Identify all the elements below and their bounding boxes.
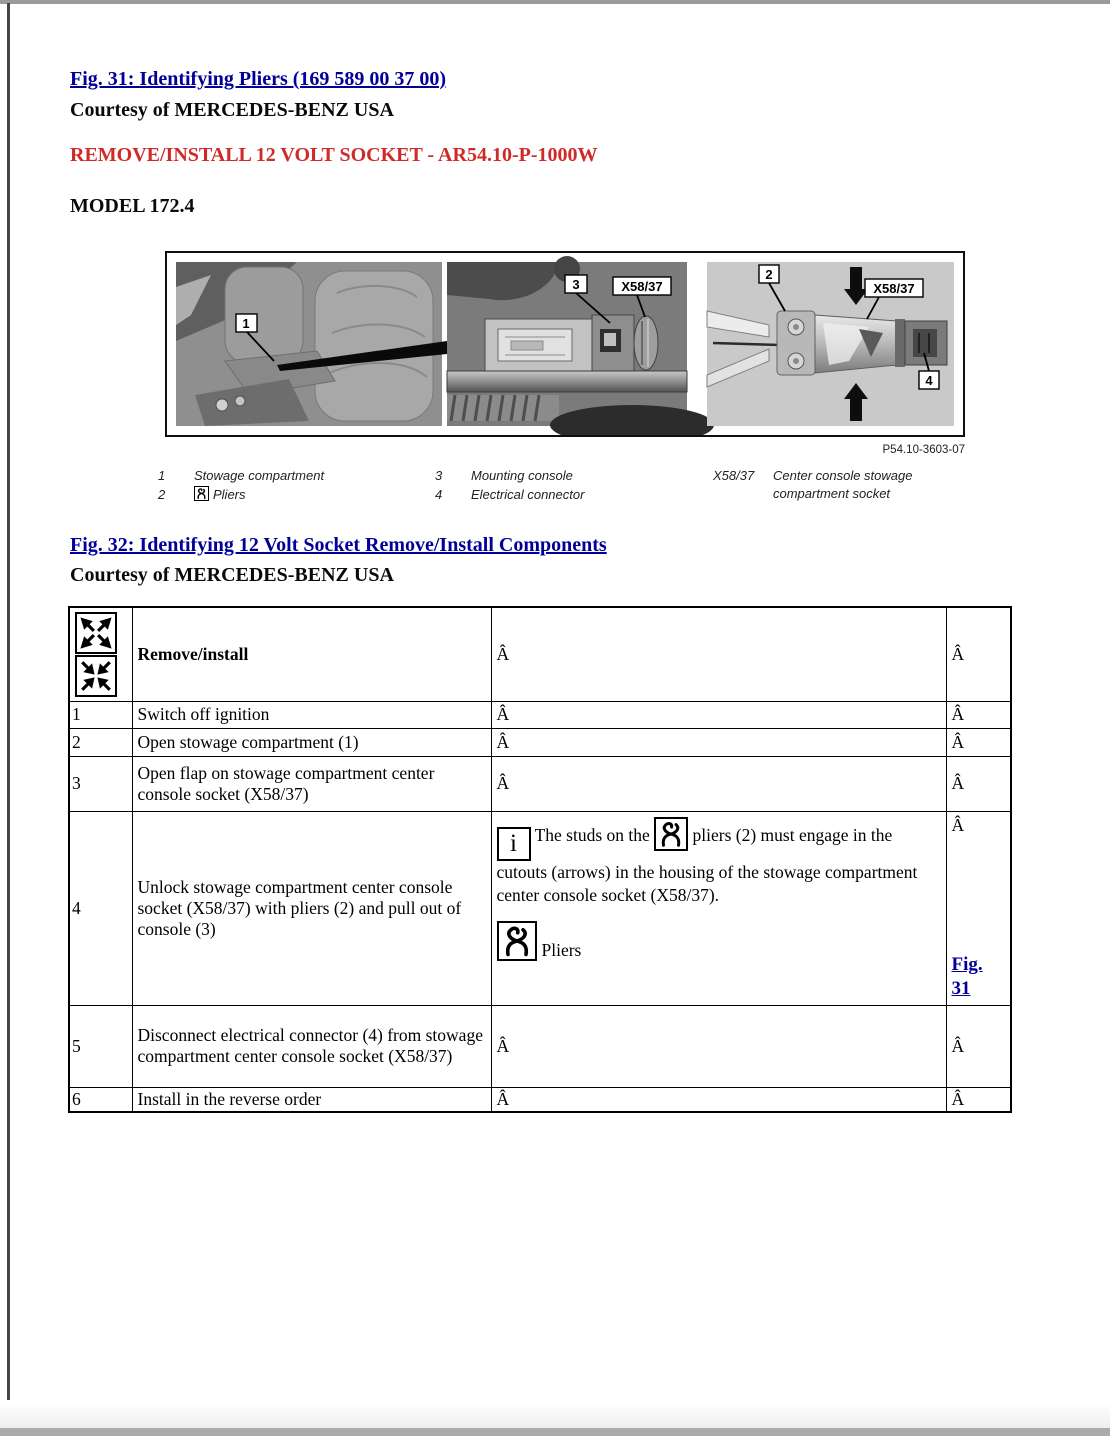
figure-part-code: P54.10-3603-07	[882, 444, 965, 456]
pliers-icon	[654, 817, 688, 851]
note-text-segment: pliers (2) must engage in the cutouts (arrows) in the housing of the stowage compartment center console socket (X58/37).	[496, 824, 918, 905]
figure-image	[165, 251, 965, 437]
step-ref: Â	[946, 756, 1011, 811]
procedure-title: REMOVE/INSTALL 12 VOLT SOCKET - AR54.10-P-1000W	[70, 144, 598, 166]
legend-text-line2: compartment socket	[773, 486, 891, 501]
page-left-edge	[7, 3, 10, 1400]
table-row	[69, 1087, 1011, 1112]
page-bottom-fade	[0, 1404, 1110, 1428]
legend-key: X58/37	[713, 468, 755, 483]
step-text: Open flap on stowage compartment center console socket (X58/37)	[132, 756, 491, 811]
figure-label-4: 4	[925, 373, 933, 388]
legend-key: 4	[435, 487, 443, 502]
legend-item-1	[158, 467, 418, 485]
legend-key: 1	[158, 468, 166, 483]
figure-label-1: 1	[242, 316, 250, 331]
photo-mounting-console	[447, 256, 714, 435]
step-ref	[946, 811, 1011, 1005]
courtesy-line-1: Courtesy of MERCEDES-BENZ USA	[70, 99, 394, 121]
step-text: Disconnect electrical connector (4) from stowage compartment center console socket (X58/37)	[132, 1005, 491, 1087]
arrows-out-icon	[75, 612, 117, 654]
photo-pliers-socket	[707, 262, 954, 426]
step-number: 3	[69, 756, 132, 811]
step-note: Â	[491, 701, 946, 728]
figure-label-x58-mid: X58/37	[621, 279, 663, 294]
page-bottom-edge	[0, 1428, 1110, 1436]
step-note: Â	[491, 728, 946, 756]
table-row	[69, 756, 1011, 811]
legend-key: 2	[158, 487, 166, 502]
table-header-row	[69, 607, 1011, 701]
model-line: MODEL 172.4	[70, 195, 195, 217]
step-note: Â	[491, 1005, 946, 1087]
legend-item-2	[158, 486, 418, 504]
note-text-segment: The studs on the	[534, 824, 650, 845]
step-ref: Â	[946, 1005, 1011, 1087]
step-ref: Â	[946, 1087, 1011, 1112]
legend-text: Pliers	[213, 487, 246, 502]
legend-text-line1: Center console stowage	[773, 468, 913, 483]
step-number: 6	[69, 1087, 132, 1112]
step-text: Install in the reverse order	[132, 1087, 491, 1112]
step-text: Unlock stowage compartment center console socket (X58/37) with pliers (2) and pull out of console (3)	[132, 811, 491, 1005]
table-row	[69, 701, 1011, 728]
page-top-edge	[0, 0, 1110, 4]
arrows-in-icon	[75, 655, 117, 697]
step-note: Â	[491, 1087, 946, 1112]
figure-photos	[167, 253, 963, 435]
step-text: Switch off ignition	[132, 701, 491, 728]
step-ref: Â	[946, 701, 1011, 728]
table-title-cell: Remove/install	[132, 607, 491, 701]
info-icon: i	[497, 827, 531, 861]
pliers-icon	[497, 921, 537, 961]
header-note-cell: Â	[491, 607, 946, 701]
table-row	[69, 1005, 1011, 1087]
legend-key: 3	[435, 468, 443, 483]
tool-label: Pliers	[541, 939, 582, 960]
procedure-table	[68, 606, 1012, 1113]
header-ref-cell: Â	[946, 607, 1011, 701]
figure-label-x58-right: X58/37	[873, 281, 915, 296]
step-number: 1	[69, 701, 132, 728]
step-number: 2	[69, 728, 132, 756]
direction-icons-cell	[69, 607, 132, 701]
step-note	[491, 811, 946, 1005]
fig31-caption-link[interactable]: Fig. 31: Identifying Pliers (169 589 00 37 00)	[70, 68, 447, 90]
table-row	[69, 811, 1011, 1005]
fig31-ref-link[interactable]: Fig. 31	[951, 954, 983, 999]
legend-item-4	[435, 486, 675, 504]
courtesy-line-2: Courtesy of MERCEDES-BENZ USA	[70, 564, 394, 586]
ref-placeholder: Â	[951, 814, 965, 835]
step-number: 5	[69, 1005, 132, 1087]
pliers-icon	[194, 486, 209, 501]
figure-label-2: 2	[765, 267, 773, 282]
legend-item-x58	[713, 467, 1013, 503]
figure-label-3: 3	[572, 277, 580, 292]
step-text: Open stowage compartment (1)	[132, 728, 491, 756]
table-row	[69, 728, 1011, 756]
fig32-caption-link[interactable]: Fig. 32: Identifying 12 Volt Socket Remove/Install Components	[70, 534, 607, 556]
legend-text: Electrical connector	[471, 487, 585, 502]
legend-text	[773, 467, 912, 503]
step-number: 4	[69, 811, 132, 1005]
photo-stowage-compartment	[176, 262, 442, 426]
legend-item-3	[435, 467, 675, 485]
legend-text: Mounting console	[471, 468, 573, 483]
step-ref: Â	[946, 728, 1011, 756]
legend-text: Stowage compartment	[194, 468, 325, 483]
step-note: Â	[491, 756, 946, 811]
